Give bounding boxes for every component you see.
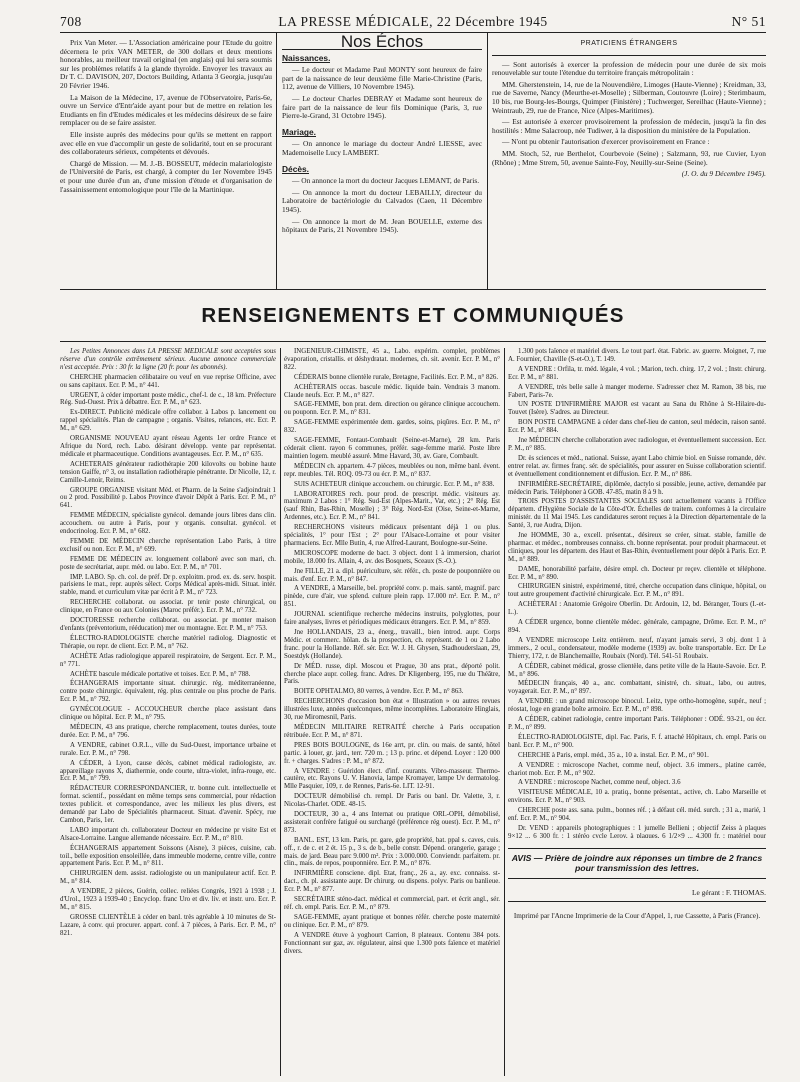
classified-ad: INFIRMIÈRE consciene. dipl. Etat, franç., 26 a., ay. exc. connaiss. st-dact., ch. pl. assistante aupr. Dr chirurg. ou dispens. polyv. Paris ou banlieue. Ecr. P. M., n° 877. [284,870,500,894]
praticiens-paragraph: MM. Stoch, 52, rue Berthelot, Courbevoie (Seine) ; Salzmann, 93, rue Cuvier, Lyon (Rhône) ; Mme Strem, 50, avenue Sainte-Foy, Neuilly-sur-Seine (Seine). [492,148,766,167]
classified-ad: SAGE-FEMME expérimentée dem. gardes, soins, piqûres. Ecr. P. M., n° 832. [284,419,500,435]
classified-ad: A VENDRE microscope Leitz entièrem. neuf, n'ayant jamais servi, 3 obj. dont 1 à immers., 2 ocul., condensateur, modèle moderne (1939) av. boîte transportable. Ecr. Dr Le Thierry, 172, r. de Blanchemaille, Roubaix (Nord). Tél. 541-51 Roubaix. [508,636,766,660]
classified-ad: FEMME DE MÉDECIN av. longuement collaboré avec son mari, ch. poste de secrétariat, aupr. méd. ou labo. Ecr. P. M., n° 701. [60,555,276,571]
echo-item: — On annonce la mort de M. Jean BOUELLE, externe des hôpitaux de Paris, 21 Novembre 1945). [282,216,482,235]
ads-column-3 [508,348,766,838]
nos-echos-title: Nos Échos [282,33,482,50]
praticiens-paragraph: — Sont autorisés à exercer la profession de médecin pour une durée de six mois renouvelable sur toute l'étendue du territoire français métropolitain : [492,59,766,78]
classified-ads [60,348,766,1076]
notice-box: AVIS — Prière de joindre aux réponses un timbre de 2 francs pour transmission des lettres. [508,848,766,879]
classified-ad: ACHÈTERAIS occas. bascule médic. liquide bain. Vendrais 3 manom. Claude neufs. Ecr. P. M., n° 827. [284,383,500,399]
classified-ad: JOURNAL scientifique recherche médecins instruits, polyglottes, pour faire analyses, livres et périodiques médicaux étrangers. Ecr. P. M., n° 859. [284,611,500,627]
classified-ad: MÉDECIN MILITAIRE RETRAITÉ cherche à Paris occupation rétribuée. Ecr. P. M., n° 871. [284,723,500,739]
praticiens-title: PRATICIENS ÉTRANGERS [492,33,766,56]
classified-ad: DOCTEUR démobilisé ch. rempl. Dr Paris ou banl. Dr. Valette, 3, r. Nicolas-Charlet. ODE. 48-15. [284,793,500,809]
classified-ad: MÉDECIN, 43 ans pratique, cherche remplacement, toutes durées, toute durée. Ecr. P. M., n° 796. [60,723,276,739]
classified-ad: A VENDRE, cabinet O.R.L., ville du Sud-Ouest, importance urbaine et rurale. Ecr. P. M., n° 798. [60,741,276,757]
classified-ad: CHIRURGIEN dem. assist. radiologiste ou un manipulateur actif. Ecr. P. M., n° 814. [60,870,276,886]
classified-ad: INFIRMIÈRE-SECRÉTAIRE, diplômée, dactylo si possible, jeune, active, demandée par médecin Paris. Téléphoner à GOB. 47-85, matin 8 à 9 h. [508,480,766,496]
classified-ad: Dr. VEND : appareils photographiques : 1 jumelle Bellieni ; objectif Zeiss à plaques 9×12 ... 6 300 fr. ; 1 stéréo cycle Leroy, à plaques, 6 1/2×9 ... 4.300 fr. ; matériel pour [508,824,766,838]
classified-ad: A CÉDER urgence, bonne clientèle médec. générale, campagne, Drôme. Ecr. P. M., n° 894. [508,619,766,634]
classified-ad: DAME, honorabilité parfaite, désire empl. ch. Docteur pr reçev. clientèle et téléphone. Ecr. P. M., n° 890. [508,565,766,581]
ads-intro: Les Petites Annonces dans LA PRESSE MÉDICALE sont acceptées sous réserve d'un contrôle extrêmement sérieux. Aucune annonce commerciale n'est acceptée. Prix : 30 fr. la ligne (20 fr. pour les abonnés). [60,348,276,371]
classified-ad: A CÉDER, cabinet radiologie, centre important Paris. Téléphoner : ODÉ. 93-21, ou écr. P. M., n° 899. [508,716,766,731]
column-divider [487,33,488,289]
classified-ad: CHERCHE poste ass. sana. pulm., bonnes réf. ; à défaut cél. méd. surch. ; 31 a., marié, 1 enf. Ecr. P. M., n° 904. [508,807,766,823]
classified-ad: SAGE-FEMME, bon prat. dem. direction ou gérance clinique accouchem. ou pouponn. Ecr. P. M., n° 831. [284,401,500,417]
classified-ad: CHIRURGIEN sinistré, expérimenté, titré, cherche occupation dans clinique, hôpital, ou tout autre groupement d'activité chirurgicale. Ecr. P. M., n° 891. [508,583,766,599]
praticiens-paragraph: — N'ont pu obtenir l'autorisation d'exercer provisoirement en France : [502,137,710,147]
classified-ad: PRES BOIS BOULOGNE, ds 16e arrt, pr. clin. ou mais. de santé, hôtel partic. à louer, gr. jard., terr. 720 m. ; 13 p. princ. et dépend. Loyer : 120 000 fr. + charges. S'adres : P. M., n° 872. [284,741,500,765]
classified-ad: A VENDRE, très belle salle à manger moderne. S'adresser chez M. Ramon, 38 bis, rue Fabert, Paris-7e. [508,383,766,399]
classified-ad: SAGE-FEMME, Fontaut-Combault (Seine-et-Marne), 28 km. Paris céderait client. rayon 6 communes, préfér. sage-femme marié. Poste libre maintien logem. meublé assuré. Mme Havard, 30, av. Gare, Combault. [284,437,500,460]
page-number: 708 [60,14,82,29]
classified-ad: SUIS ACHETEUR clinique accouchem. ou chirurgic. Ecr. P. M., n° 838. [294,480,495,488]
classified-ad: A CÉDER, à Lyon, cause décès, cabinet médical radiologiste, av. appareillage rayons X, diathermie, onde courte, ultra-violet, infra-rouge, etc. Ecr. P. M., n° 799. [60,759,276,783]
naissances-heading: Naissances. [282,52,331,63]
praticiens-column [492,33,766,182]
classified-ad: VISITEUSE MÉDICALE, 10 a. pratiq., bonne présentat., active, ch. Labo Marseille et environs. Ecr. P. M., n° 903. [508,789,766,805]
classified-ad: Dr MÉD. russe, dipl. Moscou et Prague, 30 ans prat., déporté polit. cherche place aupr. colleg. franc. Adres. Dr Kligenberg, 195, rue du Théâtre, Paris. [284,662,500,686]
classified-ad: MÉDECIN ch. appartem. 4-7 pièces, meublées ou non, même banl. évent. repr. meubles. Tél. ROQ. 09-73 ou écr. P. M., n° 837. [284,462,500,478]
classified-ad: ACHÈTERAI : Anatomie Grégoire Oberlin. Dr. Ardouin, 12, bd. Béranger, Tours (I.-et-L.). [508,601,766,617]
classified-ad: MÉDECIN français, 40 a., anc. combattant, sinistré, ch. situat., labo, ou autres, voyagerait. Ecr. P. M., n° 897. [508,680,766,696]
classified-ad: A VENDRE : Guéridon élect. d'inf. courants. Vibro-masseur. Thermo-cautère, etc. Rayons U. V. Hanovia, lampe Kromayer, lampe Uv dermatolog. Mlle Pasquier, 109, r. de Rennes, Paris-6e. LIT. 12-91. [284,767,500,791]
top-section [60,33,766,290]
classified-ad: UN POSTE D'INFIRMIÈRE MAJOR est vacant au Sana du Rhône à St-Hilaire-du-Touvet (Isère). S'adres. au Directeur. [508,401,766,417]
deces-heading: Décès. [282,163,310,174]
classified-ad: BOITE OPHTALMO, 80 verres, à vendre. Ecr. P. M., n° 863. [294,688,464,696]
classified-ad: LABO important ch. collaborateur Docteur en médecine pr visite Est et Alsace-Lorraine. Langue allemande nécessaire. Ecr. P. M., n° 810. [60,826,276,842]
classified-ad: ACHÈTE bascule médicale portative et toises. Ecr. P. M., n° 788. [70,670,251,678]
classified-ad: Jne HOMME, 30 a., excell. présentat., désireux se créer, situat. stable, famille de pharmac. et médec., nombreuses connaiss. ch. bonne représentat. pour produit pharmaceut. et cliniques, pour les départem. des Haut et Bas-Rhin, éventuellement pour dépôt à Paris. Ecr. P. M., n° 889. [508,532,766,563]
classified-ad: GROSSE CLIENTÈLE à céder en banl. très agréable à 10 minutes de St-Lazare, à conv. qui procurer. appart. conf. à 7 pièces, à Paris. Ecr. P. M., n° 821. [60,913,276,937]
classified-ad: LABORATOIRES rech. pour prod. de prescript. médic. visiteurs ay. maximum 2 Labos : 1° Rég. Sud-Est (Alpes-Marit., Var, etc.) ; 2° Rég. Est (sauf Rhin, Bas-Rhin, Moselle) ; 3° Rég. Nord-Est (Oise, Seine-et-Marne, Ardennes, etc.). Ecr. P. M., n° 841. [284,490,500,522]
classified-ad: A VENDRE, 2 pièces, Guérin, collec. reliées Congrès, 1921 à 1938 ; J. d'Urol., 1923 à 1939-40 ; Encyclop. franc Uro et div. liv. et instr. uro. Ecr. P. M., n° 815. [60,888,276,911]
classified-ad: GROUPE ORGANISE visitant Méd. et Pharm. de la Seine s'adjoindrait 1 ou 2 prod. Possibilité p. Labos Province d'avoir Dépôt à Paris. Ecr. P. M., n° 641. [60,486,276,510]
classified-ad: A VENDRE : un grand microscope binocul. Leitz, type ortho-homogène, supér., neuf ; réostat, loge en grande boîte armoire. Ecr. P. M., n° 898. [508,698,766,714]
classified-ad: CHERCHE à Paris, empl. méd., 35 a., 10 a. instal. Ecr. P. M., n° 901. [518,751,709,759]
classified-ad: A VENDRE : microscope Nachet, comme neuf, object. 3.6 [518,779,681,787]
classified-ad: TROIS POSTES D'ASSISTANTES SOCIALES sont actuellement vacants à l'Office départem. d'Hygiène Sociale de la Côte-d'Or. Échelles de traitem. conformes à la circulaire ministér. du 11 Mai 1945. Les candidatures seront reçues à la Direction départementale de la Santé, 3, rue Audra, Dijon. [508,498,766,530]
classified-ad: 1.300 pots faïence et matériel divers. Le tout parf. état. Fabric. av. guerre. Moignet, 7, rue A. Fournier, Chaville (S-et-O.), T. 149. [508,348,766,363]
issue-number: N° 51 [731,14,766,29]
classified-ad: DOCTEUR, 30 a., 4 ans Internat ou pratique ORL-OPH, démobilisé, assisterait confrère fatigué ou surchargé (préférence rég ouest). Ecr. P. M., n° 873. [284,811,500,834]
classified-ad: RECHERCHONS d'occasion bon état « Illustration » ou autres revues illustrées luxe, années quelconques, même incomplètes. Laboratoire Hinglais, 30, rue Miromesnil, Paris. [284,698,500,722]
announcement: Elle insiste auprès des médecins pour qu'ils se mettent en rapport avec elle en vue d'accomplir un geste de solidarité, tout en se procurant des collaborateurs sérieux, compétents et dévoués. [60,129,272,157]
classified-ad: A VENDRE : microscope Nachet, comme neuf, object. 3.6 immers., platine carrée, chariot mob. Ecr. P. M., n° 902. [508,761,766,777]
printer-line: Imprimé par l'Ancne Imprimerie de la Cour d'Appel, 1, rue Cassette, à Paris (France). [513,912,761,920]
column-divider [276,33,277,289]
classified-ad: GYNÉCOLOGUE - ACCOUCHEUR cherche place assistant dans clinique ou hôpital. Ecr. P. M., n° 795. [60,706,276,722]
classified-ad: ORGANISME NOUVEAU ayant réseau Agents 1er ordre France et Afrique du Nord, rech. Labo. désirant développ. vente par représentat. médicale et pharmaceutique. Conditions avantageuses. Ecr. P. M., n° 635. [60,435,276,458]
classified-ad: FEMME MÉDECIN, spécialiste gynécol. demande jours libres dans clin. accouchem. ou autre à Paris, pour y organis. consultat. gynécol. et endocrinolog. Ecr. P. M., n° 682. [60,512,276,536]
classified-ad: SECRÉTAIRE sténo-dact. médical et commercial, part. et écrit angl., sér. réf. ch. empl. Paris. Ecr. P. M., n° 879. [284,896,500,911]
classified-ad: A VENDRE étuve à yoghourt Carrion, 8 plateaux. Contenu 384 pots. Fonctionnant sur gaz, av. régulateur, ainsi que 1.300 pots faïence et matériel divers. [284,931,500,955]
classified-ad: ACHÈTE Atlas radiologique appareil respiratoire, de Sergent. Ecr. P. M., n° 771. [60,652,276,668]
classified-ad: ÉLECTRO-RADIOLOGISTE, dipl. Fac. Paris, F. f. attaché Hôpitaux, ch. empl. Paris ou banl. Ecr. P. M., n° 900. [508,733,766,749]
gerant-line: Le gérant : F. THOMAS. [508,888,766,902]
classified-ad: Ex-DIRECT. Publicité médicale offre collabor. à Labos p. lancement ou rappel spécialités. Plan de campagne ; organis. Visites, relances, etc. Ecr. P. M., n° 629. [60,409,276,433]
praticiens-paragraph: MM. Gherstenstein, 14, rue de la Nouvendière, Limoges (Haute-Vienne) ; Kreidman, 33, rue de Saverne, Nancy (Meurthe-et-Moselle) ; Silberman, Coutouvre (Loire) ; Sterimbaum, 10 bis, rue Bourg-les-Bourgs, Quimper (Finistère) ; Tuchwerger, Sereilhac (Haute-Vienne) ; Weintraub, 29, rue de France, Nice (Alpes-Maritimes). [492,79,766,115]
echo-item: — Le docteur et Madame Paul MONTY sont heureux de faire part de la naissance de leur deuxième fille Marie-Christine (Paris, 112, avenue de Villiers, 10 Novembre 1945). [282,65,482,92]
column-divider [504,348,505,1076]
classified-ad: ÉLECTRO-RADIOLOGISTE cherche matériel radiolog. Diagnostic et Thérapie, ou repr. de client. Ecr. P. M., n° 762. [60,634,276,650]
ads-column-2 [284,348,500,957]
classified-ad: SAGE-FEMME, ayant pratique et bonnes référ. cherche poste maternité ou clinique. Ecr. P. M., n° 879. [284,913,500,929]
classified-ad: CÉDERAIS bonne clientèle rurale, Bretagne, Facilités. Ecr. P. M., n° 826. [294,373,499,381]
echo-item: — On annonce la mort du docteur LEBAILLY, directeur du Laboratoire de bactériologie du Calvados (Caen, 11 Décembre 1945). [282,187,482,214]
classified-ad: A VENDRE, à Marseille, bel. propriété conv. p. mais. santé, magnif. parc pinède, cure d'air, vue splend. culture plein rapp. 17.000 m². Ecr. P. M., n° 851. [284,585,500,609]
praticiens-paragraph: — Est autorisée à exercer provisoirement la profession de médecin, jusqu'à la fin des hostilités : Mme Salacroup, née Tudiwer, à la disposition du ministère de la Population. [492,117,766,135]
announcement: Chargé de Mission. — M. J.-B. BOSSEUT, médecin malariologiste de l'Université de Paris, est chargé, à compter du 1er Novembre 1945 et pour une durée d'un an, d'une mission d'étude et d'organisation de l'assainissement entomologique pour l'île de la Martinique. [60,158,272,194]
classified-ad: RECHERCHE collaborat. ou associat. pr tenir poste chirurgical, ou clinique, en France ou aux Colonies (Maroc préfér.). Ecr. P. M., n° 732. [60,599,276,615]
classified-ad: URGENT, à céder important poste médic., chef-l. de c., 18 km. Préfecture Rég. Sud-Ouest. Prix à débattre. Ecr. P. M., n° 623. [60,391,276,407]
classified-ad: ÉCHANGERAIS importante situat. chirurgic. rég. méditerranéenne, contre poste chirurgic. équivalent, rég. plus centrale ou plus proche de Paris. Ecr. P. M., n° 792. [60,680,276,704]
column-divider [280,348,281,1076]
announcements-column [60,39,272,197]
page-header [60,14,766,33]
classified-ad: INGÉNIEUR-CHIMISTE, 45 a., Labo. expérim. complet, problèmes évaporation, cristallis. et déshydratat. modernes, ch. sit. avenir. Ecr. P. M., n° 822. [284,348,500,371]
announcement: Prix Van Meter. — L'Association américaine pour l'Etude du goitre décernera le prix VAN METER, de 300 dollars et deux mentions honorables, au meilleur travail original (en anglais) qui lui sera soumis sur les problèmes relatifs à la glande thyroïde. Envoyer les travaux au Dr T. C. DAVISON, 207, Doctors Building, Atlanta 3 Georgia, jusqu'au 20 Février 1946. [60,39,272,90]
classified-ad: A CÉDER, cabinet médical, grosse clientèle, dans petite ville de la Haute-Savoie. Ecr. P. M., n° 896. [508,662,766,678]
echo-item: — On annonce le mariage du docteur André LIESSE, avec Mademoiselle Lucy LAMBERT. [282,139,482,157]
classified-ad: Jne HOLLANDAIS, 23 a., énerg., travaill., bien introd. aupr. Corps Médic. et commerc. hôlan. ds la prospection, ch. représent. de 1 ou 2 Labo franc. pour la Hollande. Réf. sér. Ecr. W. J. H. Ghysen, Stadhouderslaan, 29, Soestdyk (Hollande). [284,629,500,660]
classified-ad: FEMME DE MÉDECIN cherche représentation Labo Paris, à titre exclusif ou non. Ecr. P. M., n° 699. [60,537,276,553]
classified-ad: Jne MÉDECIN cherche collaboration avec radiologue, et éventuellement succession. Ecr. P. M., n° 885. [508,437,766,452]
classified-ad: IMP. LABO. Sp. ch. col. de préf. Dr p. exploitm. prod. ex. ds. serv. hospit. parisiens le mat., repr. auprès sélect. Corps Médical après-midi. Situat. intér. stable, mand. et curriculum vitæ par écrit à P. M., n° 723. [60,573,276,597]
journal-title: LA PRESSE MÉDICALE, 22 Décembre 1945 [278,14,548,29]
section-title: RENSEIGNEMENTS ET COMMUNIQUÉS [201,304,625,327]
mariage-heading: Mariage. [282,126,316,137]
nos-echos-column [282,33,482,238]
title-rule [60,341,766,342]
ads-column-1 [60,348,276,940]
classified-ad: CHERCHE pharmacien célibataire ou veuf en vue reprise Officine, avec ou sans capitaux. Ecr. P. M., n° 441. [60,373,276,389]
classified-ad: Dr. ès sciences et méd., national. Suisse, ayant Labo chimie biol. en Suisse romande, dév. entrer relat. av. firmes franç. sér. de spécialités, pour assurer en Suisse collaboration scientif. et éventuellement conditionnement et diffusion. Ecr. P. M., n° 886. [508,454,766,478]
classified-ad: A VENDRE : Orfila, tr. méd. légale, 4 vol. ; Marion, tech. chirg. 17, 2 vol. ; Instr. chirurg. Ecr. P. M., n° 881. [508,365,766,381]
echo-item: — Le docteur Charles DEBRAY et Madame sont heureux de faire part de la naissance de leur fils Dominique (Paris, 3, rue Pierre-le-Grand, 31 Octobre 1945). [282,93,482,121]
echo-item: — On annonce la mort du docteur Jacques LEMANT, de Paris. [292,176,480,186]
classified-ad: RECHERCHONS visiteurs médicaux présentant déjà 1 ou plus. spécialités, 1° pour l'Est ; 2° pour l'Alsace-Lorraine et pour visiter pharmaciens. Ecr. Mlle Butin, 4, rue Alfred-Laurant, Boulogne-sur-Seine. [284,524,500,547]
classified-ad: BANL. EST, 13 km. Paris, pr. gare, gde propriété, bat. ppal s. caves, cuis. off., r. de c. et 2 ét. 15 p., 3 s. de b., belle constr. Dépend. orangerie, garage ; mais. de jard. Beau parc 9.000 m². Prix : 3.000.000. Conviendr. parfaitem. pr. clin., mais. de repos, pouponnière. Ecr. P. M., n° 876. [284,836,500,868]
classified-ad: MICROSCOPE moderne de bact. 3 object. dont 1 à immersion, chariot mobile, 18.000 frs. Allain, 4, av. des Bosquets, Sceaux (S.-O.). [284,549,500,565]
praticiens-source: (J. O. du 9 Décembre 1945). [681,169,766,179]
classified-ad: RÉDACTEUR CORRESPONDANCIER, tr. bonne cult. intellectuelle et format. scientif., possédant en même temps sens commercial, pour rédaction textes publicit. et correspondance, avec les milieux les plus divers, est demandé par Labo de Spécialités pharmaceut. Situat. d'avenir. Spécy, rue Cambon, Paris, 1er. [60,785,276,824]
classified-ad: BON POSTE CAMPAGNE à céder dans chef-lieu de canton, seul médecin, raison santé. Ecr. P. M., n° 884. [508,419,766,435]
announcement: La Maison de la Médecine, 17, avenue de l'Observatoire, Paris-6e, ouvre un Service d'Entr'aide ayant pour but de mettre en relation les Etudiants en fin d'Etudes médicales et les médecins désireux de se faire remplacer ou de se faire assister. [60,92,272,128]
classified-ad: DOCTORESSE recherche collaborat. ou associat. pr monter maison d'enfants (préventorium, rééducation) mer ou montagne. Ecr. P. M., n° 753. [60,617,276,632]
classified-ad: ÉCHANGERAIS appartement Soissons (Aisne), 3 pièces, cuisine, cab. toil., belle exposition ensoleillée, dans immeuble moderne, centre ville, contre appartement Paris. Ecr. P. M., n° 811. [60,844,276,868]
classified-ad: Jne FILLE, 21 a. dipl. puériculture, sér. référ., ch. poste de pouponnière ou mais. d'enf. Ecr. P. M., n° 847. [284,567,500,583]
classified-ad: ACHETERAIS générateur radiothérapie 200 kilovolts ou bobine haute tension Gaiffe, n° 3, ou installation radiothérapie pénétrante. Dr Nicolle, 12, r. Camille-Lenoir, Reims. [60,460,276,484]
